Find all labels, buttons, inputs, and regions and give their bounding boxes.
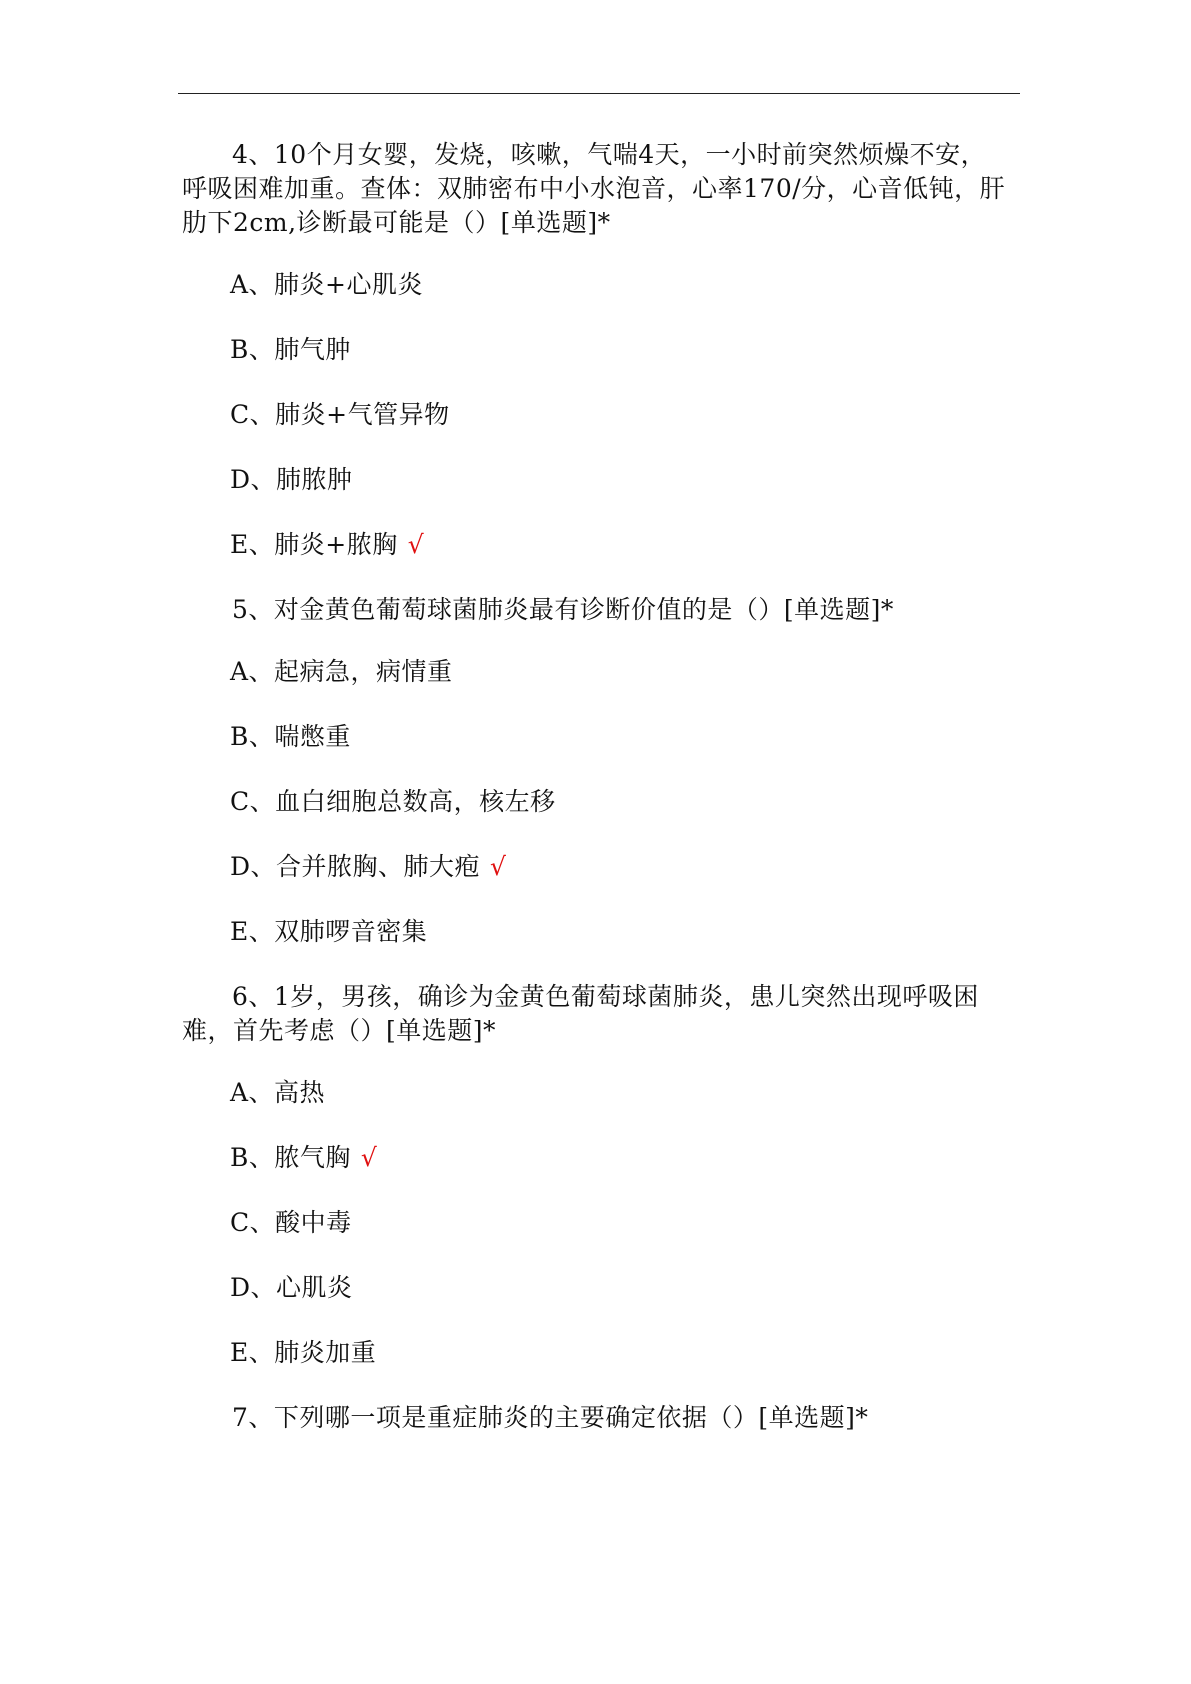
question-text: 6、1岁，男孩，确诊为金黄色葡萄球菌肺炎，患儿突然出现呼吸困难，首先考虑（）[单选题]* <box>182 982 979 1045</box>
option-label: A、高热 <box>230 1078 326 1107</box>
option-item[interactable] <box>230 1271 1008 1305</box>
question-block <box>182 593 1008 949</box>
option-label: E、肺炎+脓胸 <box>230 530 398 559</box>
option-item[interactable] <box>230 1206 1008 1240</box>
option-label: C、肺炎+气管异物 <box>230 400 450 429</box>
question-text: 5、对金黄色葡萄球菌肺炎最有诊断价值的是（）[单选题]* <box>232 595 894 624</box>
question-text: 7、下列哪一项是重症肺炎的主要确定依据（）[单选题]* <box>232 1403 869 1432</box>
check-mark-icon: √ <box>360 1143 378 1172</box>
question-list <box>182 138 1008 1463</box>
option-label: C、酸中毒 <box>230 1208 352 1237</box>
question-block <box>182 138 1008 562</box>
option-label: E、肺炎加重 <box>230 1338 377 1367</box>
option-item[interactable] <box>230 915 1008 949</box>
check-mark-icon: √ <box>407 530 425 559</box>
option-item[interactable] <box>230 333 1008 367</box>
option-label: B、脓气胸 <box>230 1143 351 1172</box>
option-item[interactable] <box>230 1336 1008 1370</box>
option-label: D、肺脓肿 <box>230 465 353 494</box>
option-item[interactable] <box>230 463 1008 497</box>
option-label: C、血白细胞总数高，核左移 <box>230 787 556 816</box>
option-item[interactable] <box>230 268 1008 302</box>
option-item[interactable] <box>230 785 1008 819</box>
option-item[interactable] <box>230 655 1008 689</box>
option-label: E、双肺啰音密集 <box>230 917 428 946</box>
check-mark-icon: √ <box>490 852 507 881</box>
option-item[interactable] <box>230 528 1008 562</box>
question-block <box>182 980 1008 1370</box>
option-label: B、肺气肿 <box>230 335 351 364</box>
option-item[interactable] <box>230 720 1008 754</box>
header-rule <box>178 93 1020 94</box>
option-item[interactable] <box>230 850 1008 884</box>
option-label: A、起病急，病情重 <box>230 657 453 686</box>
option-item[interactable] <box>230 1076 1008 1110</box>
option-item[interactable] <box>230 398 1008 432</box>
option-item[interactable] <box>230 1141 1008 1175</box>
option-label: D、心肌炎 <box>230 1273 353 1302</box>
question-block <box>182 1401 1008 1435</box>
option-label: D、合并脓胸、肺大疱 <box>230 852 481 881</box>
option-label: B、喘憋重 <box>230 722 351 751</box>
question-text: 4、10个月女婴，发烧，咳嗽，气喘4天，一小时前突然烦燥不安，呼吸困难加重。查体：双肺密布中小水泡音，心率170/分，心音低钝，肝肋下2cm,诊断最可能是（）[单选题]* <box>182 140 1006 237</box>
option-label: A、肺炎+心肌炎 <box>230 270 424 299</box>
